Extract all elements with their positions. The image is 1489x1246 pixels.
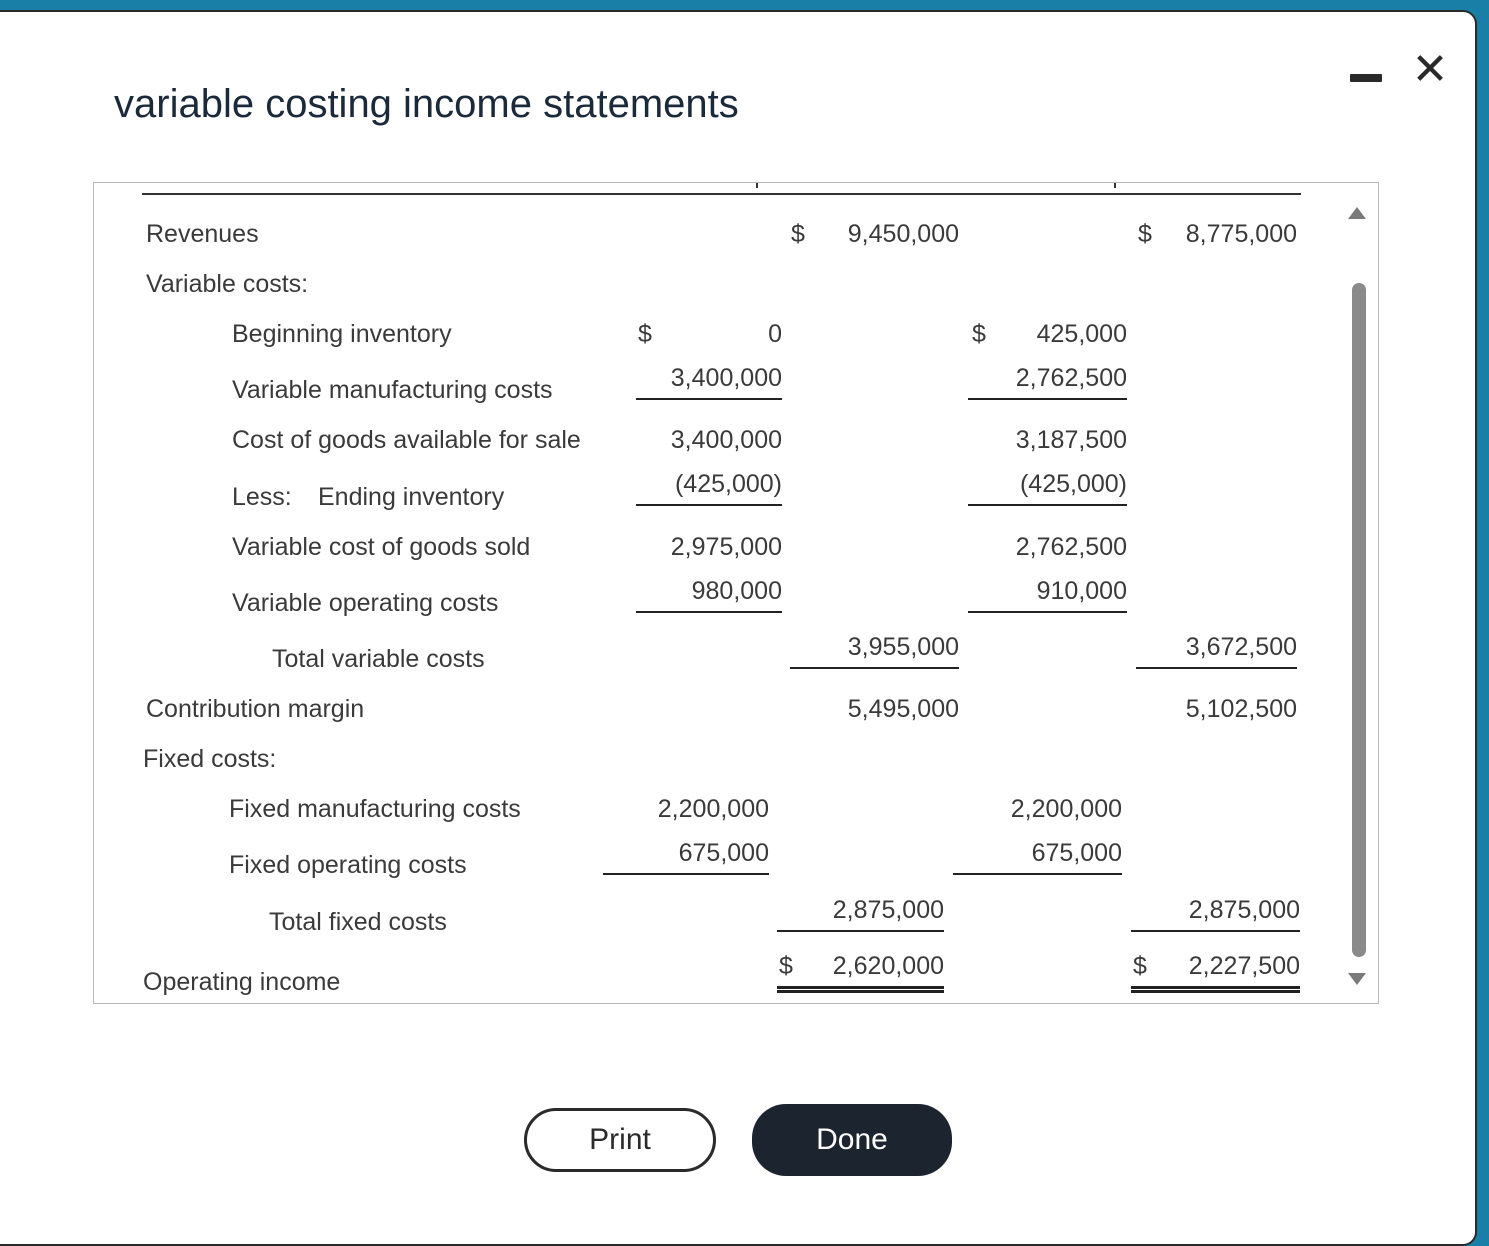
variable-cogs-label: Variable cost of goods sold <box>232 533 531 561</box>
underline <box>603 873 769 875</box>
operating-income-label: Operating income <box>143 968 341 996</box>
fixed-manufacturing-year2: 2,200,000 <box>1010 795 1122 823</box>
double-underline <box>777 986 944 993</box>
total-variable-year2: 3,672,500 <box>1185 633 1297 661</box>
underline <box>1136 667 1297 669</box>
beginning-inventory-year2-dollar: $ <box>972 320 986 348</box>
statement-panel[interactable] <box>93 182 1379 1004</box>
less-label: Less: <box>232 483 292 511</box>
underline <box>636 398 782 400</box>
scrollbar-thumb[interactable] <box>1352 283 1366 957</box>
close-icon[interactable]: ✕ <box>1411 45 1449 94</box>
print-button[interactable]: Print <box>524 1108 716 1172</box>
double-underline <box>1131 986 1300 993</box>
underline <box>636 611 782 613</box>
contribution-margin-year2: 5,102,500 <box>1185 695 1297 723</box>
header-tick <box>1114 183 1116 188</box>
underline <box>968 398 1127 400</box>
underline <box>953 873 1122 875</box>
operating-income-year2-dollar: $ <box>1133 952 1147 980</box>
variable-cogs-year1: 2,975,000 <box>670 533 782 561</box>
cost-available-label: Cost of goods available for sale <box>232 426 581 454</box>
variable-manufacturing-year2: 2,762,500 <box>1015 364 1127 392</box>
cost-available-year1: 3,400,000 <box>670 426 782 454</box>
scroll-down-arrow-icon[interactable] <box>1348 973 1366 985</box>
operating-income-year1: 2,620,000 <box>832 952 944 980</box>
revenues-year2-dollar: $ <box>1138 220 1152 248</box>
beginning-inventory-year1-dollar: $ <box>638 320 652 348</box>
fixed-manufacturing-label: Fixed manufacturing costs <box>229 795 521 823</box>
variable-costs-label: Variable costs: <box>146 270 309 298</box>
underline <box>968 611 1127 613</box>
dialog <box>0 10 1477 1246</box>
revenues-year1: 9,450,000 <box>847 220 959 248</box>
total-fixed-label: Total fixed costs <box>269 908 447 936</box>
contribution-margin-label: Contribution margin <box>146 695 365 723</box>
underline <box>968 504 1127 506</box>
variable-manufacturing-year1: 3,400,000 <box>670 364 782 392</box>
revenues-label: Revenues <box>146 220 259 248</box>
underline <box>777 930 944 932</box>
header-tick <box>756 183 758 188</box>
header-rule <box>142 193 1301 195</box>
total-fixed-year1: 2,875,000 <box>832 896 944 924</box>
scroll-up-arrow-icon[interactable] <box>1348 207 1366 219</box>
variable-operating-label: Variable operating costs <box>232 589 499 617</box>
beginning-inventory-year2: 425,000 <box>1036 320 1127 348</box>
fixed-costs-label: Fixed costs: <box>143 745 277 773</box>
total-fixed-year2: 2,875,000 <box>1188 896 1300 924</box>
cost-available-year2: 3,187,500 <box>1015 426 1127 454</box>
total-variable-label: Total variable costs <box>272 645 485 673</box>
total-variable-year1: 3,955,000 <box>847 633 959 661</box>
variable-cogs-year2: 2,762,500 <box>1015 533 1127 561</box>
fixed-operating-year2: 675,000 <box>1031 839 1122 867</box>
variable-operating-year1: 980,000 <box>691 577 782 605</box>
revenues-year2: 8,775,000 <box>1185 220 1297 248</box>
operating-income-year2: 2,227,500 <box>1188 952 1300 980</box>
minimize-icon[interactable] <box>1350 74 1382 82</box>
ending-inventory-year2: (425,000) <box>1019 470 1127 498</box>
done-button[interactable]: Done <box>752 1104 952 1176</box>
operating-income-year1-dollar: $ <box>779 952 793 980</box>
ending-inventory-year1: (425,000) <box>674 470 782 498</box>
ending-inventory-label: Ending inventory <box>318 483 505 511</box>
fixed-operating-year1: 675,000 <box>678 839 769 867</box>
underline <box>790 667 959 669</box>
beginning-inventory-year1: 0 <box>768 320 782 348</box>
variable-manufacturing-label: Variable manufacturing costs <box>232 376 553 404</box>
beginning-inventory-label: Beginning inventory <box>232 320 452 348</box>
dialog-title: variable costing income statements <box>114 82 739 126</box>
variable-operating-year2: 910,000 <box>1036 577 1127 605</box>
fixed-operating-label: Fixed operating costs <box>229 851 467 879</box>
fixed-manufacturing-year1: 2,200,000 <box>657 795 769 823</box>
underline <box>1131 930 1300 932</box>
revenues-year1-dollar: $ <box>791 220 805 248</box>
contribution-margin-year1: 5,495,000 <box>847 695 959 723</box>
underline <box>636 504 782 506</box>
